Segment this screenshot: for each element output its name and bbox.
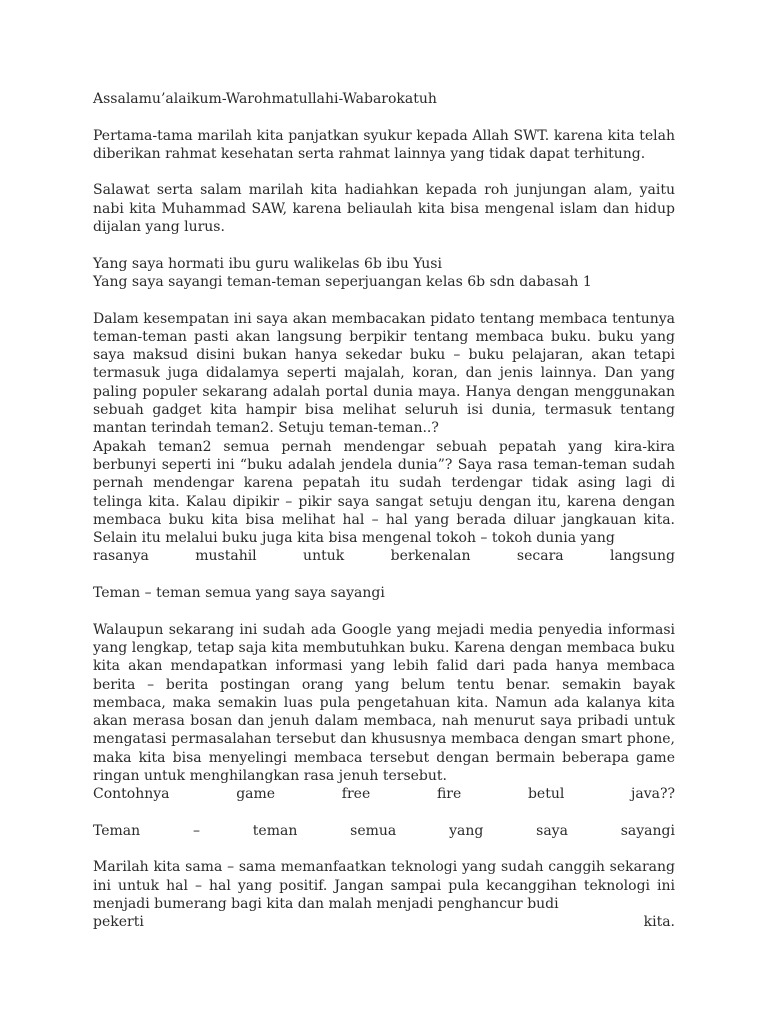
respect-teacher: Yang saya hormati ibu guru walikelas 6b ibu Yusi xyxy=(93,255,442,272)
respect-block xyxy=(93,255,675,292)
google-paragraph-last-line: Contohnya game free fire betul java?? xyxy=(93,786,675,803)
reading-paragraph-part-2: Apakah teman2 semua pernah mendengar sebuah pepatah yang kira-kira berbunyi seperti ini “buku adalah jendela dunia”? Saya rasa teman-teman sudah pernah mendengar karena pepatah itu sudah terdengar tidak asing lagi di telinga kita. Kalau dipikir – pikir saya sangat setuju dengan itu, karena dengan membaca buku kita bisa melihat hal – hal yang berada diluar jangkauan kita. Selain itu melalui buku juga kita bisa mengenal tokoh – tokoh dunia yang xyxy=(93,438,675,547)
reading-paragraph xyxy=(93,310,675,566)
section-heading-2: Teman – teman semua yang saya sayangi xyxy=(93,822,675,839)
google-paragraph xyxy=(93,621,675,804)
respect-friends: Yang saya sayangi teman-teman seperjuangan kelas 6b sdn dabasah 1 xyxy=(93,273,592,290)
google-paragraph-body: Walaupun sekarang ini sudah ada Google yang mejadi media penyedia informasi yang lengkap, tetap saja kita membutuhkan buku. Karena dengan membaca buku kita akan mendapatkan informasi yang lebih falid dari pada hanya membaca berita – berita postingan orang yang belum tentu benar. semakin bayak membaca, maka semakin luas pula pengetahuan kita. Namun ada kalanya kita akan merasa bosan dan jenuh dalam membaca, nah menurut saya pribadi untuk mengatasi permasalahan tersebut dan khususnya membaca dengan smart phone, maka kita bisa menyelingi membaca tersebut dengan bermain beberapa game ringan untuk menghilangkan rasa jenuh tersebut. xyxy=(93,621,675,784)
speech-document xyxy=(93,90,675,932)
salutation: Assalamu’alaikum-Warohmatullahi-Wabarokatuh xyxy=(93,91,437,107)
technology-paragraph-last-line: pekerti kita. xyxy=(93,914,675,931)
reading-paragraph-last-line: rasanya mustahil untuk berkenalan secara langsung xyxy=(93,548,675,565)
section-heading-1: Teman – teman semua yang saya sayangi xyxy=(93,585,385,602)
opening-paragraph: Pertama-tama marilah kita panjatkan syukur kepada Allah SWT. karena kita telah diberikan rahmat kesehatan serta rahmat lainnya yang tidak dapat terhitung. xyxy=(93,127,675,162)
technology-paragraph-body: Marilah kita sama – sama memanfaatkan teknologi yang sudah canggih sekarang ini untuk hal – hal yang positif. Jangan sampai pula kecanggihan teknologi ini menjadi bumerang bagi kita dan malah menjadi penghancur budi xyxy=(93,859,675,913)
reading-paragraph-part-1: Dalam kesempatan ini saya akan membacakan pidato tentang membaca tentunya teman-teman pasti akan langsung berpikir tentang membaca buku. buku yang saya maksud disini bukan hanya sekedar buku – buku pelajaran, akan tetapi termasuk juga didalamya seperti majalah, koran, dan jenis lainnya. Dan yang paling populer sekarang adalah portal dunia maya. Hanya dengan menggunakan sebuah gadget kita hampir bisa melihat seluruh isi dunia, termasuk tentang mantan terindah teman2. Setuju teman-teman..? xyxy=(93,310,675,437)
technology-paragraph xyxy=(93,858,675,931)
salawat-paragraph: Salawat serta salam marilah kita hadiahkan kepada roh junjungan alam, yaitu nabi kita Muhammad SAW, karena beliaulah kita bisa mengenal islam dan hidup dijalan yang lurus. xyxy=(93,182,675,236)
